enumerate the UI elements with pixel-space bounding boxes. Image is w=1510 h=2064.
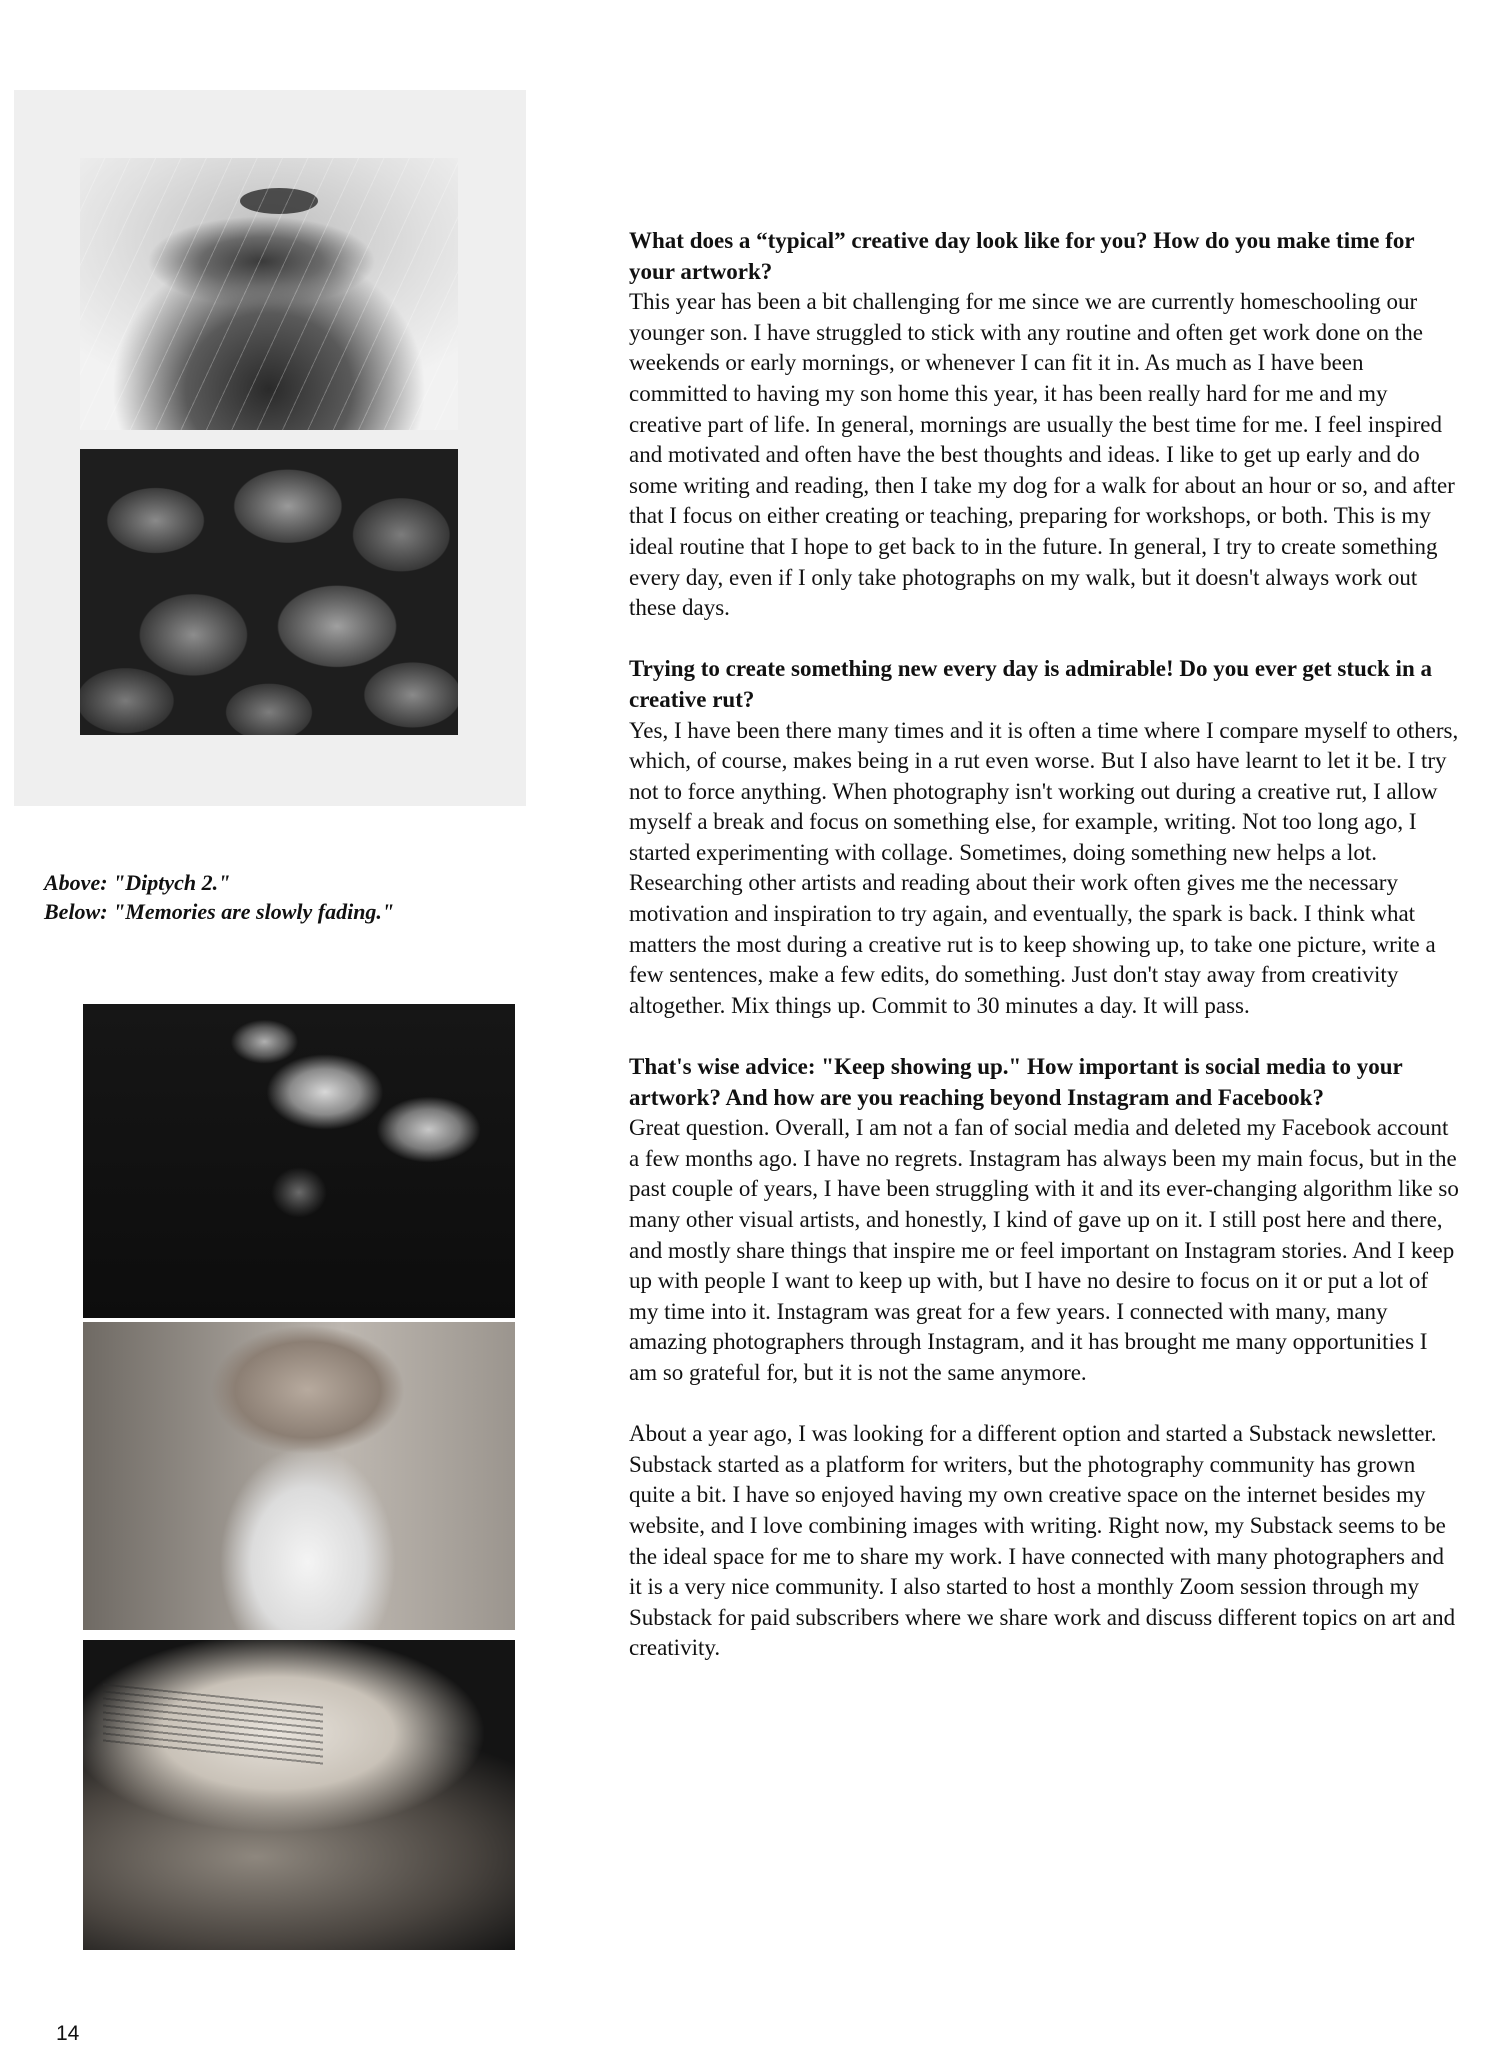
- interview-question: That's wise advice: "Keep showing up." How important is social media to your artwork? And how are you reaching beyond Instagram and Facebook?: [629, 1054, 1403, 1110]
- qa-block: [629, 654, 1459, 1021]
- interview-question: Trying to create something new every day is admirable! Do you ever get stuck in a creative rut?: [629, 656, 1432, 712]
- qa-block: [629, 1419, 1459, 1664]
- photo-caption: [44, 868, 504, 926]
- white-dress-photo: [83, 1322, 515, 1630]
- caption-line-above: Above: "Diptych 2.": [44, 870, 231, 895]
- scratch-texture: [80, 158, 458, 430]
- interview-answer: This year has been a bit challenging for me since we are currently homeschooling our younger son. I have struggled to stick with any routine and often get work done on the weekends or early mornings, or whenever I can fit it in. As much as I have been committed to having my son home this year, it has been really hard for me and my creative part of life. In general, mornings are usually the best time for me. I feel inspired and motivated and often have the best thoughts and ideas. I like to get up early and do some writing and reading, then I take my dog for a walk for about an hour or so, and after that I focus on either creating or teaching, preparing for workshops, or both. This is my ideal routine that I hope to get back to in the future. In general, I try to create something every day, even if I only take photographs on my walk, but it doesn't always work out these days.: [629, 289, 1455, 621]
- page-number: 14: [56, 2022, 80, 2045]
- interview-question: What does a “typical” creative day look like for you? How do you make time for your artwork?: [629, 228, 1415, 284]
- interview-answer: Great question. Overall, I am not a fan of social media and deleted my Facebook account a few months ago. I have no regrets. Instagram has always been my main focus, but in the past couple of years, I have been struggling with it and its ever-changing algorithm like so many other visual artists, and honestly, I kind of gave up on it. I still post here and there, and mostly share things that inspire me or feel important on Instagram stories. And I keep up with people I want to keep up with, but I have no desire to focus on it or put a lot of my time into it. Instagram was great for a few years. I connected with many, many amazing photographers through Instagram, and it has brought me many opportunities I am so grateful for, but it is not the same anymore.: [629, 1115, 1459, 1385]
- qa-block: [629, 1052, 1459, 1389]
- caption-line-below: Below: "Memories are slowly fading.": [44, 899, 395, 924]
- dried-flowers-photo: [83, 1004, 515, 1318]
- face-photo: [80, 158, 458, 430]
- open-book-photo: [83, 1640, 515, 1950]
- interview-answer: Yes, I have been there many times and it is often a time where I compare myself to others, which, of course, makes being in a rut even worse. But I also have learnt to let it be. I try not to force anything. When photography isn't working out during a creative rut, I allow myself a break and focus on something else, for example, writing. Not too long ago, I started experimenting with collage. Sometimes, doing something new helps a lot. Researching other artists and reading about their work often gives me the necessary motivation and inspiration to try again, and eventually, the spark is back. I think what matters the most during a creative rut is to keep showing up, to take one picture, write a few sentences, make a few edits, do something. Just don't stay away from creativity altogether. Mix things up. Commit to 30 minutes a day. It will pass.: [629, 717, 1459, 1018]
- qa-block: [629, 226, 1459, 624]
- leaves-photo: [80, 449, 458, 735]
- book-text-lines: [103, 1683, 323, 1766]
- interview-article: [629, 226, 1459, 1664]
- interview-answer: About a year ago, I was looking for a different option and started a Substack newsletter. Substack started as a platform for writers, but the photography community has grown quite a bit. I have so enjoyed having my own creative space on the internet besides my website, and I love combining images with writing. Right now, my Substack seems to be the ideal space for me to share my work. I have connected with many photographers and it is a very nice community. I also started to host a monthly Zoom session through my Substack for paid subscribers where we share work and discuss different topics on art and creativity.: [629, 1421, 1456, 1661]
